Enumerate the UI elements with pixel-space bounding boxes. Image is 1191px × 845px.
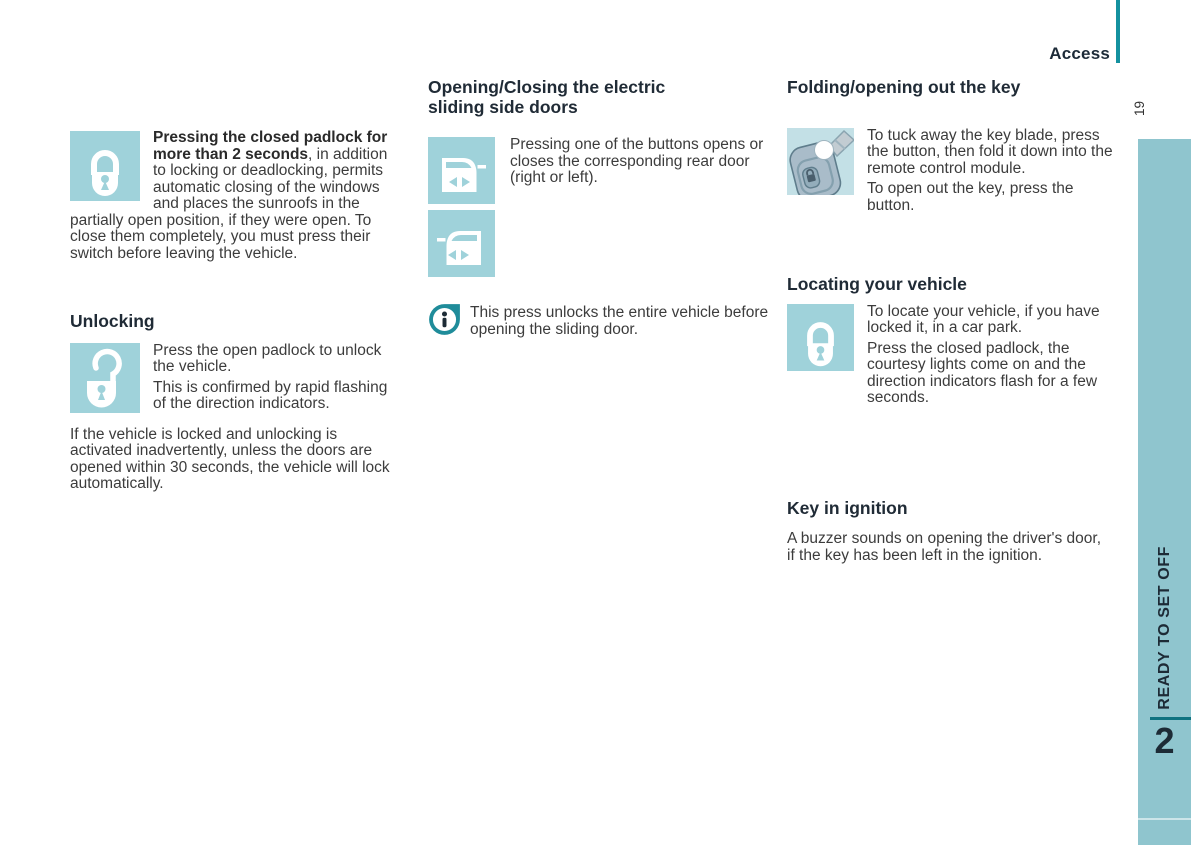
info-icon — [428, 303, 461, 336]
section-title: Access — [1049, 44, 1110, 63]
locating-row — [787, 304, 1113, 411]
closed-padlock-paragraph — [70, 130, 396, 262]
unlocking-heading: Unlocking — [70, 311, 155, 331]
folding-key-row — [787, 128, 1113, 219]
info-note-row — [428, 303, 770, 342]
sliding-doors-heading-line1: Opening/Closing the electric — [428, 77, 666, 97]
chapter-sidebar — [1138, 139, 1191, 845]
locating-heading: Locating your vehicle — [787, 274, 967, 294]
sliding-door-left-icon — [428, 210, 495, 277]
locating-p1: To locate your vehicle, if you have locked it, in a car park. — [867, 302, 1100, 336]
folding-key-p1: To tuck away the key blade, press the button, then fold it down into the remote control module. — [867, 126, 1113, 177]
unlocking-p1: Press the open padlock to unlock the vehicle. — [153, 341, 382, 375]
folding-key-p2: To open out the key, press the button. — [867, 180, 1074, 214]
open-padlock-icon — [70, 343, 140, 413]
ignition-heading: Key in ignition — [787, 497, 908, 518]
folding-key-heading: Folding/opening out the key — [787, 77, 1021, 97]
locking-bold-text: Pressing the closed padlock for more than 2 seconds — [153, 129, 388, 163]
chapter-number: 2 — [1154, 720, 1175, 761]
closed-padlock-icon — [70, 131, 140, 201]
unlocking-p3: If the vehicle is locked and unlocking is activated inadvertently, unless the doors are opened within 30 seconds, the vehicle will lock automatically. — [70, 425, 390, 492]
sliding-doors-heading-line2: sliding side doors — [428, 96, 578, 117]
column-sliding-doors — [428, 78, 770, 342]
page-number: 19 — [1132, 101, 1147, 117]
unlocking-p2: This is confirmed by rapid flashing of the direction indicators. — [153, 378, 388, 412]
unlocking-row — [70, 343, 396, 417]
sidebar-bottom-line — [1138, 818, 1191, 820]
sliding-door-right-icon — [428, 137, 495, 204]
locating-p2: Press the closed padlock, the courtesy lights come on and the direction indicators flash for a few seconds. — [867, 339, 1098, 406]
column-locking — [70, 130, 396, 497]
closed-padlock-icon — [787, 304, 854, 371]
locking-rest-text: , in addition to locking or deadlocking, permits automatic closing of the windows and places the sunroofs in the partially open position, if they were open. To close them completely, you must press their switch before leaving the vehicle. — [70, 145, 388, 262]
sliding-doors-p1: Pressing one of the buttons opens or closes the corresponding rear door (right or left). — [510, 136, 764, 186]
header-accent-line — [1116, 0, 1120, 63]
ignition-p1: A buzzer sounds on opening the driver's door, if the key has been left in the ignition. — [787, 530, 1102, 564]
door-button-row — [428, 137, 770, 204]
sliding-doors-heading — [428, 78, 770, 117]
column-key — [787, 78, 1113, 568]
remote-key-photo — [787, 128, 854, 195]
info-note-text: This press unlocks the entire vehicle before opening the sliding door. — [470, 304, 769, 338]
chapter-tab-label: READY TO SET OFF — [1155, 546, 1173, 710]
